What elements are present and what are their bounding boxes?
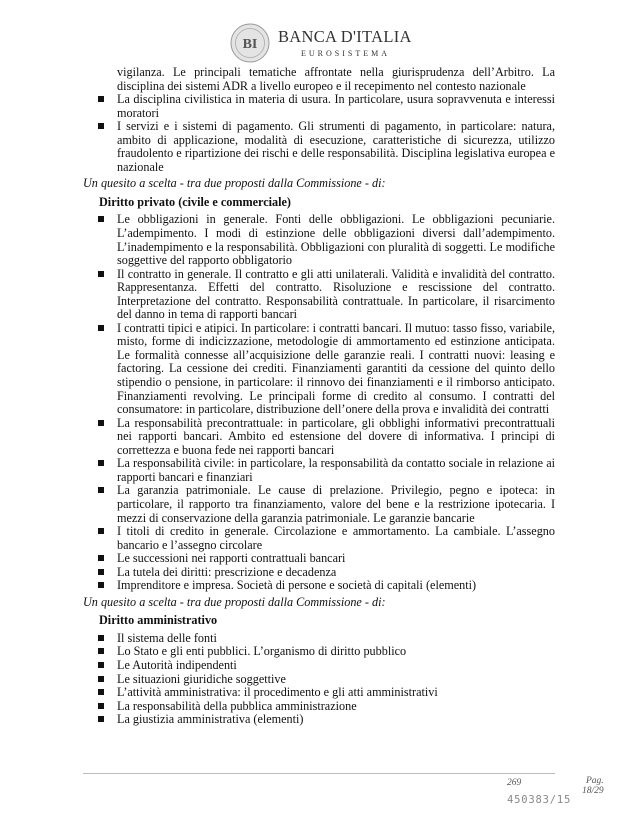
page-number: 18/29 [582,786,604,796]
square-bullet-icon [98,676,104,682]
list-item: La responsabilità precontrattuale: in particolare, gli obblighi informativi precontrattuali nei rapporti bancari. Ambito ed estensione del dovere di informativa. I principi di correttezza e buona fede nei rapporti bancari [83,417,555,458]
logo-subtitle: EUROSISTEMA [301,49,391,58]
square-bullet-icon [98,460,104,466]
square-bullet-icon [98,123,104,129]
square-bullet-icon [98,325,104,331]
square-bullet-icon [98,216,104,222]
list-item: Lo Stato e gli enti pubblici. L’organismo di diritto pubblico [83,645,555,659]
footer-divider [83,773,555,774]
list-item: La garanzia patrimoniale. Le cause di prelazione. Privilegio, pegno e ipoteca: in particolare, il rapporto tra finanziamento, valore del bene e la restrizione ipotecaria. I mezzi di conservazione della garanzia patrimoniale. Le garanzie bancarie [83,484,555,525]
list-item: Il contratto in generale. Il contratto e gli atti unilaterali. Validità e invalidità del contratto. Rappresentanza. Effetti del contratto. Risoluzione e rescissione del contratto. Interpretazione del contratto. Responsabilità contrattuale. In particolare, il risarcimento del danno in tema di rapporti bancari [83,268,555,322]
list-item: La responsabilità della pubblica amministrazione [83,700,555,714]
topic-list-block1 [83,93,555,174]
square-bullet-icon [98,487,104,493]
square-bullet-icon [98,96,104,102]
document-body [83,66,555,727]
topic-list-admin [83,632,555,727]
section-title-private: Diritto privato (civile e commerciale) [99,194,291,209]
list-item: L’attività amministrativa: il procedimento e gli atti amministrativi [83,686,555,700]
list-item: La tutela dei diritti: prescrizione e decadenza [83,566,555,580]
list-item: Le Autorità indipendenti [83,659,555,673]
square-bullet-icon [98,528,104,534]
list-item: Le obbligazioni in generale. Fonti delle obbligazioni. Le obbligazioni pecuniarie. L’adempimento. I modi di estinzione delle obbligazioni diversi dall’adempimento. L’inadempimento e la responsabilità. Obbligazioni con pluralità di soggetti. Le modifiche soggettive del rapporto obbligatorio [83,213,555,267]
list-item: La disciplina civilistica in materia di usura. In particolare, usura sopravvenuta e interessi moratori [83,93,555,120]
square-bullet-icon [98,689,104,695]
list-item: I servizi e i sistemi di pagamento. Gli strumenti di pagamento, in particolare: natura, ambito di applicazione, modalità di esecuzione, caratteristiche di sicurezza, utilizzo fraudolento e ripartizione dei rischi e delle responsabilità. Disciplina legislativa europea e nazionale [83,120,555,174]
banca-italia-emblem-icon [228,22,272,64]
footer-number: 269 [507,778,522,788]
square-bullet-icon [98,635,104,641]
square-bullet-icon [98,648,104,654]
continuation-text: vigilanza. Le principali tematiche affrontate nella giurisprudenza dell’Arbitro. La disciplina dei sistemi ADR a livello europeo e il recepimento nel contesto nazionale [117,65,555,93]
topic-list-private [83,213,555,592]
square-bullet-icon [98,703,104,709]
square-bullet-icon [98,569,104,575]
list-item: Imprenditore e impresa. Società di persone e società di capitali (elementi) [83,579,555,593]
list-item: Il sistema delle fonti [83,632,555,646]
list-item: I titoli di credito in generale. Circolazione e ammortamento. La cambiale. L’assegno bancario e l’assegno circolare [83,525,555,552]
square-bullet-icon [98,582,104,588]
logo-name: BANCA D'ITALIA [278,27,412,46]
document-code: 450383/15 [507,794,572,806]
section-title-admin: Diritto amministrativo [99,613,218,628]
list-item: Le successioni nei rapporti contrattuali bancari [83,552,555,566]
section-intro-admin: Un quesito a scelta - tra due proposti dalla Commissione - di: [83,594,386,609]
square-bullet-icon [98,662,104,668]
list-item: I contratti tipici e atipici. In particolare: i contratti bancari. Il mutuo: tasso fisso, variabile, misto, forme di indicizzazione, metodologie di ammortamento ed estinzione anticipata. Le formalità connesse all’acquisizione delle garanzie reali. I contratti nuovi: leasing e factoring. La cessione dei crediti. Finanziamenti garantiti da cessione del quinto dello stipendio o pensione, in particolare: il rinnovo dei finanziamenti e il rimborso anticipato. Finanziamenti revolving. Le principali forme di credito al consumo. I contratti del consumatore: in particolare, distribuzione dell’onere della prova e invalidità dei contratti [83,322,555,417]
list-item: Le situazioni giuridiche soggettive [83,673,555,687]
logo-monogram: BI [242,37,258,52]
bank-logo [228,22,448,64]
square-bullet-icon [98,271,104,277]
list-item: La giustizia amministrativa (elementi) [83,713,555,727]
list-item: La responsabilità civile: in particolare, la responsabilità da contatto sociale in relazione ai rapporti bancari e finanziari [83,457,555,484]
square-bullet-icon [98,555,104,561]
page-label: Pag. [585,776,604,786]
section-intro-private: Un quesito a scelta - tra due proposti dalla Commissione - di: [83,176,386,191]
page-indicator [582,776,604,796]
square-bullet-icon [98,420,104,426]
square-bullet-icon [98,716,104,722]
